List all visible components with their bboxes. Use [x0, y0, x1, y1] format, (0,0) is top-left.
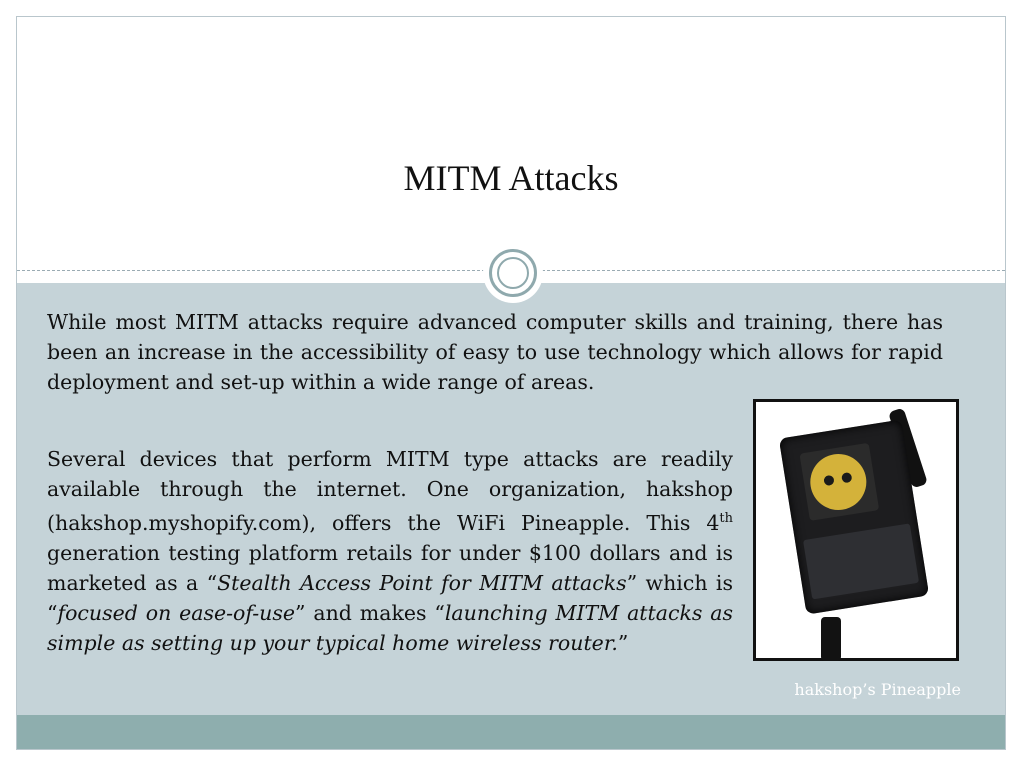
- paragraph-intro: While most MITM attacks require advanced computer skills and training, there has been an increase in the accessibility of easy to use technology which allows for rapid deployment and set-up within a wide range of areas.: [47, 310, 943, 394]
- device-panel: [803, 523, 919, 599]
- paragraph-devices-text-2: generation testing platform retails for under $100 dollars and is marketed as a “: [47, 540, 733, 595]
- paragraph-devices-text-5: ”: [617, 630, 629, 655]
- sticker-icon: [806, 450, 870, 514]
- footer-bar: [17, 715, 1005, 750]
- quote-ease-of-use: focused on ease-of-use: [57, 600, 296, 625]
- paragraph-devices: [47, 444, 733, 658]
- pineapple-photo: [753, 399, 959, 661]
- ring-ornament-inner-circle: [497, 257, 529, 289]
- image-caption: hakshop’s Pineapple: [794, 680, 961, 699]
- quote-stealth-access-point: Stealth Access Point for MITM attacks: [217, 570, 627, 595]
- slide-header: [17, 17, 1005, 271]
- ordinal-superscript: th: [719, 511, 733, 526]
- device-label-area: [799, 443, 879, 521]
- sticker-eye-left: [823, 475, 834, 486]
- sticker-eye-right: [841, 472, 852, 483]
- cable-shape: [821, 617, 841, 661]
- slide-title: MITM Attacks: [403, 158, 619, 198]
- quote-launching-attacks: launching MITM attacks as simple as setting up your typical home wireless router.: [47, 600, 734, 655]
- paragraph-devices-text-1: Several devices that perform MITM type attacks are readily available through the internet. One organization, hakshop (hakshop.myshopify.com), offers the WiFi Pineapple. This 4: [47, 447, 733, 535]
- paragraph-devices-text-4: ” and makes “: [295, 600, 445, 625]
- paragraph-devices-text-3: ” which is “: [47, 570, 733, 625]
